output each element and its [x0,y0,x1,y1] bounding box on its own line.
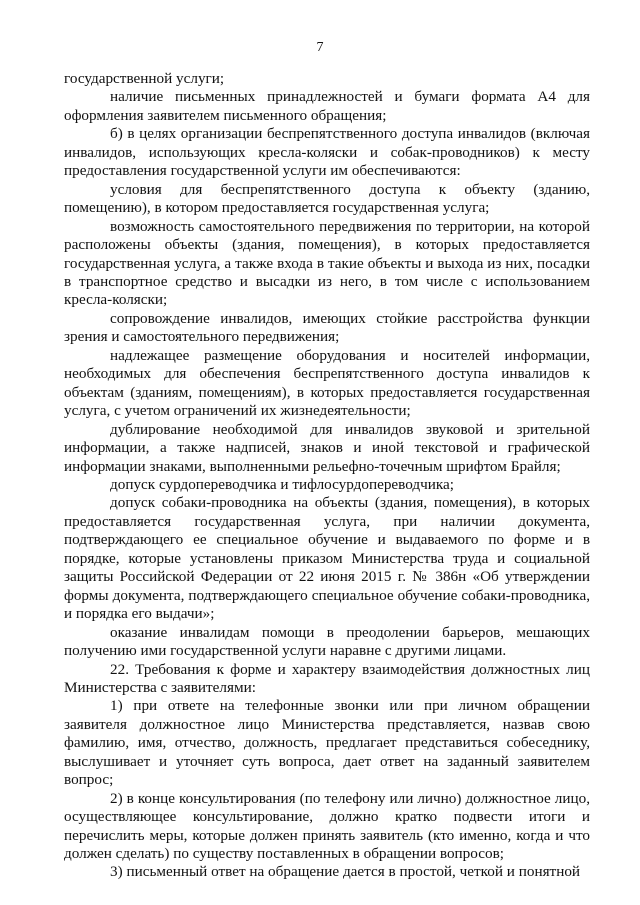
document-body [64,70,590,882]
paragraph: надлежащее размещение оборудования и носителей информации, необходимых для обеспечения беспрепятственного доступа инвалидов к объектам (зданиям, помещениям), в которых предоставляется государственная услуга, с учетом ограничений их жизнедеятельности; [64,346,590,420]
paragraph: условия для беспрепятственного доступа к объекту (зданию, помещению), в котором предоставляется государственная услуга; [64,180,590,217]
paragraph: дублирование необходимой для инвалидов звуковой и зрительной информации, а также надписей, знаков и иной текстовой и графической информации знаками, выполненными рельефно-точечным шрифтом Брайля; [64,420,590,475]
paragraph: 1) при ответе на телефонные звонки или при личном обращении заявителя должностное лицо Министерства представляется, назвав свою фамилию, имя, отчество, должность, предлагает представиться собеседнику, выслушивает и уточняет суть вопроса, дает ответ на заданный заявителем вопрос; [64,697,590,789]
paragraph: допуск сурдопереводчика и тифлосурдопереводчика; [110,475,454,493]
paragraph: б) в целях организации беспрепятственного доступа инвалидов (включая инвалидов, использующих кресла-коляски и собак-проводников) к месту предоставления государственной услуги им обеспечиваются: [64,125,590,180]
paragraph: 22. Требования к форме и характеру взаимодействия должностных лиц Министерства с заявителями: [64,660,590,696]
paragraph: допуск собаки-проводника на объекты (здания, помещения), в которых предоставляется государственная услуга, при наличии документа, подтверждающего ее специальное обучение и выдаваемого по форме и в порядке, которые установлены приказом Министерства труда и социальной защиты Российской Федерации от 22 июня 2015 г. № 386н «Об утверждении формы документа, подтверждающего специальное обучение собаки-проводника, и порядка его выдачи»; [64,494,590,623]
paragraph: 3) письменный ответ на обращение дается в простой, четкой и понятной [110,863,581,881]
paragraph: 2) в конце консультирования (по телефону или лично) должностное лицо, осуществляющее консультирование, должно кратко подвести итоги и перечислить меры, которые должен принять заявитель (кто именно, когда и что должен сделать) по существу поставленных в обращении вопросов; [64,789,590,863]
paragraph: наличие письменных принадлежностей и бумаги формата А4 для оформления заявителем письменного обращения; [64,88,590,124]
paragraph: оказание инвалидам помощи в преодолении барьеров, мешающих получению ими государственной услуги наравне с другими лицами. [64,623,590,660]
paragraph: возможность самостоятельного передвижения по территории, на которой расположены объекты (здания, помещения), в которых предоставляется государственная услуга, а также входа в такие объекты и выхода из них, посадки в транспортное средство и высадки из него, в том числе с использованием кресла-коляски; [64,217,590,309]
page-number: 7 [316,40,324,55]
paragraph: государственной услуги; [64,70,225,87]
paragraph: сопровождение инвалидов, имеющих стойкие расстройства функции зрения и самостоятельного передвижения; [64,309,590,346]
